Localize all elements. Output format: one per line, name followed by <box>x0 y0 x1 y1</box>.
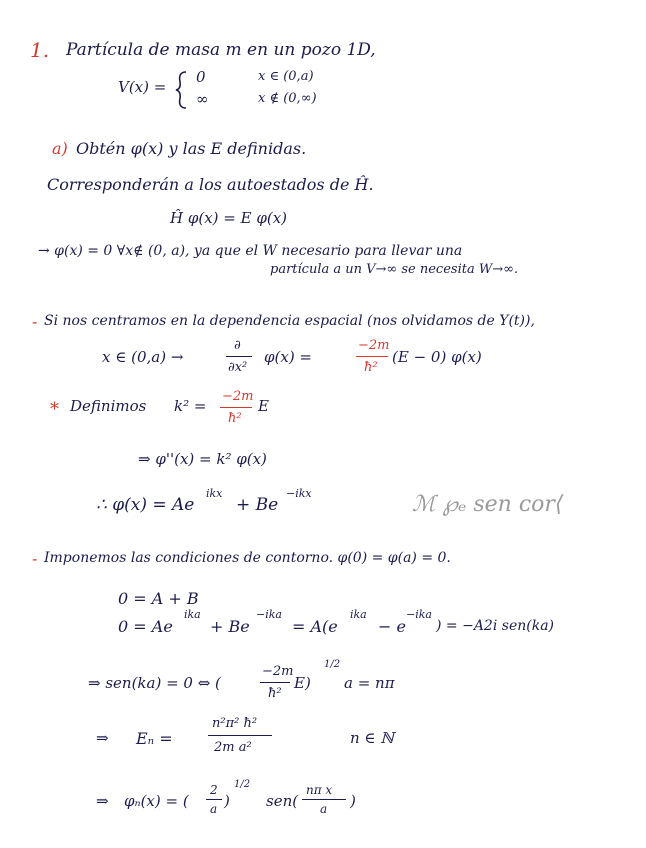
definition-frac-numerator: −2m <box>222 389 254 404</box>
boundary-line: Imponemos las condiciones de contorno. φ(0) = φ(a) = 0. <box>44 550 451 566</box>
derivative-denominator: ∂x² <box>228 360 248 375</box>
result3-exponent: 1/2 <box>234 779 251 790</box>
ode-equation: ⇒ φ''(x) = k² φ(x) <box>138 450 267 468</box>
result1-denominator: ħ² <box>268 686 282 701</box>
boundary-exp4: −ika <box>406 608 432 621</box>
brace-icon <box>174 70 188 110</box>
boundary-exp1: ika <box>184 608 201 621</box>
case1-condition: x ∈ (0,a) <box>258 69 314 84</box>
definition-label: Definimos <box>70 397 147 415</box>
definition-frac-denominator: ħ² <box>228 411 242 426</box>
result3-denominator2: a <box>320 802 328 816</box>
derivative-rest: φ(x) = <box>264 348 313 366</box>
definition-star: * <box>50 399 59 420</box>
definition-rhs: E <box>258 397 269 415</box>
result2-fraction-bar <box>208 735 272 736</box>
result3-mid: ) <box>224 792 230 810</box>
result1-numerator: −2m <box>262 664 294 679</box>
result2-condition: n ∈ ℕ <box>350 729 395 747</box>
case1-value: 0 <box>196 68 206 86</box>
result2-lhs: Eₙ = <box>136 729 173 748</box>
result2-numerator: n²π² ħ² <box>212 716 258 731</box>
problem-statement: Partícula de masa m en un pozo 1D, <box>66 40 376 60</box>
result3-denominator: a <box>210 802 218 816</box>
boundary-exp3: ika <box>350 608 367 621</box>
result1-exponent: 1/2 <box>324 659 341 670</box>
result3-sen: sen( <box>266 792 299 810</box>
result3-fraction-bar2 <box>302 799 346 800</box>
boundary-exp2: −ika <box>256 608 282 621</box>
result1-prefix: ⇒ sen(ka) = 0 ⇔ ( <box>88 674 221 692</box>
result1-fraction-bar <box>260 682 290 683</box>
case2-value: ∞ <box>196 90 209 108</box>
derivative-fraction-bar <box>226 356 252 357</box>
result1-end: a = nπ <box>344 674 395 692</box>
boundary-equation-b-end: ) = −A2i sen(ka) <box>436 618 555 634</box>
problem-number: 1. <box>30 38 50 62</box>
boundary-equation-b-mid: + Be <box>210 617 250 636</box>
definition-fraction-bar <box>220 407 252 408</box>
general-solution-prefix: ∴ φ(x) = Ae <box>96 495 195 515</box>
scribbled-note: ℳ ℘ₑ sen ᴄᴏr⟨ <box>412 492 564 517</box>
definition-lhs: k² = <box>174 397 207 415</box>
boundary-equation-a: 0 = A + B <box>118 589 199 608</box>
result3-numerator: 2 <box>210 783 218 797</box>
spatial-fraction-bar <box>356 356 388 357</box>
boundary-equation-b-prefix: 0 = Ae <box>118 617 173 636</box>
general-solution-mid: + Be <box>236 495 279 515</box>
boundary-bullet: - <box>32 549 38 568</box>
part-a-question: Obtén φ(x) y las E definidas. <box>76 139 307 158</box>
spatial-frac-denominator: ħ² <box>364 360 378 375</box>
boundary-equation-b-mid3: − e <box>378 617 406 636</box>
result2-prefix: ⇒ <box>96 729 109 747</box>
boundary-equation-b-mid2: = A(e <box>292 617 338 636</box>
part-a-line1: Corresponderán a los autoestados de Ĥ. <box>47 175 374 194</box>
case2-condition: x ∉ (0,∞) <box>258 91 317 106</box>
spatial-line: Si nos centramos en la dependencia espacial (nos olvidamos de Y(t)), <box>44 313 535 329</box>
result3-numerator2: nπ x <box>306 783 333 797</box>
derivative-numerator: ∂ <box>234 338 241 353</box>
part-a-label: a) <box>52 139 68 158</box>
result3-fraction-bar <box>206 799 222 800</box>
result3-prefix: ⇒ <box>96 792 109 810</box>
general-solution-exp1: ikx <box>206 487 223 500</box>
spatial-condition: x ∈ (0,a) → <box>102 348 184 366</box>
hamiltonian-equation: Ĥ φ(x) = E φ(x) <box>170 209 288 227</box>
part-a-arrow-line2: partícula a un V→∞ se necesita W→∞. <box>270 262 519 277</box>
spatial-rhs: (E − 0) φ(x) <box>392 348 482 366</box>
result3-end: ) <box>350 792 356 810</box>
spatial-frac-numerator: −2m <box>358 338 390 353</box>
spatial-bullet: - <box>32 312 38 331</box>
result2-denominator: 2m a² <box>214 740 252 755</box>
part-a-arrow-line1: → φ(x) = 0 ∀x∉ (0, a), ya que el W necesario para llevar una <box>38 243 463 259</box>
potential-lhs: V(x) = <box>118 78 167 96</box>
result1-mid: E) <box>294 674 311 692</box>
general-solution-exp2: −ikx <box>286 487 312 500</box>
result3-lhs: φₙ(x) = ( <box>124 792 189 810</box>
